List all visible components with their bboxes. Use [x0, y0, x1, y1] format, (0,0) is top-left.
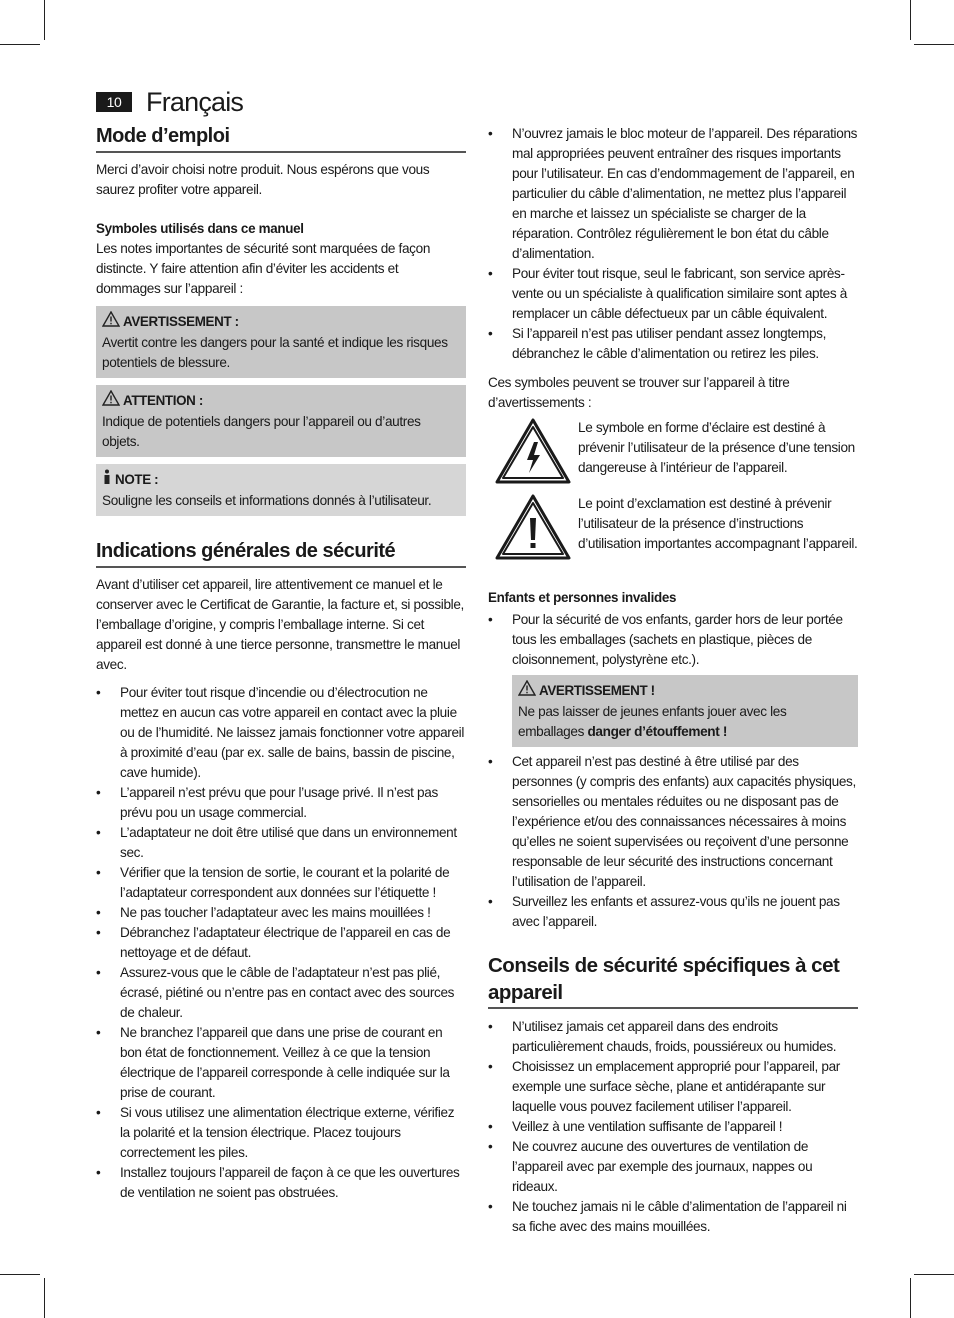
list-item: • Ne branchez l’appareil que dans une prise de courant en bon état de fonctionnement. Veillez à ce que la tension électrique de l’appareil corresponde à celle indiquée sur la prise de courant. [96, 1023, 466, 1103]
crop-mark [0, 1274, 40, 1275]
attention-text: Indique de potentiels dangers pour l’appareil ou d’autres objets. [102, 414, 421, 449]
attention-heading [102, 390, 460, 412]
list-item: • Ne pas toucher l’adaptateur avec les mains mouillées ! [96, 903, 466, 923]
lightning-symbol-row [488, 418, 858, 484]
attention-box [96, 385, 466, 457]
motor-list [488, 124, 858, 364]
list-item: • Surveillez les enfants et assurez-vous qu’ils ne jouent pas avec l’appareil. [488, 892, 858, 932]
child-warning-bold: danger d’étouffement ! [587, 724, 728, 739]
list-item: • Choisissez un emplacement approprié pour l’appareil, par exemple une surface sèche, plane et antidérapante sur laquelle vous pouvez facilement utiliser l’appareil. [488, 1057, 858, 1117]
crop-mark [914, 1274, 954, 1275]
page-number: 10 [96, 92, 132, 112]
exclamation-text: Le point d’exclamation est destiné à prévenir l’utilisateur de la présence d’instructions d’utilisation importantes accompagnant l’appareil. [578, 496, 858, 551]
safety-intro: Avant d’utiliser cet appareil, lire attentivement ce manuel et le conserver avec le Certificat de Garantie, la facture et, si possible, l’emballage d’origine, y compris l’emballage interne. Si cet appareil est donné à une tierce personne, transmettre le manuel avec. [96, 577, 464, 672]
warning-box [96, 306, 466, 378]
warning-triangle-icon [102, 311, 120, 333]
right-column [488, 124, 858, 1237]
warning-heading [102, 311, 460, 333]
children-list [488, 610, 858, 670]
crop-mark [44, 0, 45, 40]
lightning-warning-icon [488, 418, 578, 484]
list-item: • Ne touchez jamais ni le câble d’alimentation de l’appareil ni sa fiche avec des mains mouillées. [488, 1197, 858, 1237]
section-title-safety: Indications générales de sécurité [96, 537, 466, 568]
symbols-paragraph: Les notes importantes de sécurité sont marquées de façon distincte. Y faire attention afin d’éviter les accidents et dommages sur l’appareil : [96, 241, 431, 296]
attention-title: ATTENTION : [123, 393, 203, 408]
list-item: • Si l’appareil n’est pas utiliser pendant assez longtemps, débranchez le câble d’alimentation ou retirez les piles. [488, 324, 858, 364]
note-heading [102, 469, 460, 491]
child-warning-title: AVERTISSEMENT ! [539, 683, 655, 698]
warning-triangle-icon [518, 680, 536, 702]
list-item: • L’appareil n’est prévu que pour l’usage privé. Il n’est pas prévu pou un usage commercial. [96, 783, 466, 823]
list-item: • Ne couvrez aucune des ouvertures de ventilation de l’appareil avec par exemple des journaux, nappes ou rideaux. [488, 1137, 858, 1197]
intro-paragraph: Merci d’avoir choisi notre produit. Nous espérons que vous saurez profiter votre appareil. [96, 162, 430, 197]
note-text: Souligne les conseils et informations donnés à l’utilisateur. [102, 493, 432, 508]
list-item: • Si vous utilisez une alimentation électrique externe, vérifiez la polarité et la tension électrique. Placez toujours correctement les piles. [96, 1103, 466, 1163]
children-list-rest [488, 752, 858, 932]
list-item: • Vérifier que la tension de sortie, le courant et la polarité de l’adaptateur correspondent aux données sur l’étiquette ! [96, 863, 466, 903]
children-subtitle: Enfants et personnes invalides [488, 590, 677, 605]
child-warning-heading [518, 680, 852, 702]
list-item: • Débranchez l’adaptateur électrique de l’appareil en cas de nettoyage et de défaut. [96, 923, 466, 963]
symbols-intro: Ces symboles peuvent se trouver sur l’appareil à titre d’avertissements : [488, 375, 790, 410]
list-item: • Veillez à une ventilation suffisante de l’appareil ! [488, 1117, 858, 1137]
crop-mark [910, 0, 911, 40]
list-item: • Pour éviter tout risque d’incendie ou d’électrocution ne mettez en aucun cas votre appareil en contact avec la pluie ou de l’humidité. Ne laissez jamais fonctionner votre appareil à proximité d’eau (par ex. salle de bains, bassin de piscine, cave humide). [96, 683, 466, 783]
crop-mark [910, 1278, 911, 1318]
lightning-text: Le symbole en forme d’éclaire est destiné à prévenir l’utilisateur de la présence d’une tension dangereuse à l’intérieur de l’appareil. [578, 420, 855, 475]
child-warning-plain: Ne pas laisser de jeunes enfants jouer avec les emballages [518, 704, 787, 739]
exclamation-symbol-row [488, 494, 858, 560]
section-title-specific: Conseils de sécurité spécifiques à cet appareil [488, 952, 858, 1009]
list-item: • N’utilisez jamais cet appareil dans des endroits particulièrement chauds, froids, poussiéreux ou humides. [488, 1017, 858, 1057]
attention-triangle-icon [102, 390, 120, 412]
crop-mark [914, 44, 954, 45]
list-item: • Installez toujours l’appareil de façon à ce que les ouvertures de ventilation ne soient pas obstruées. [96, 1163, 466, 1203]
warning-title: AVERTISSEMENT : [123, 314, 239, 329]
note-title: NOTE : [115, 472, 159, 487]
section-title-mode: Mode d’emploi [96, 122, 466, 153]
safety-list [96, 683, 466, 1203]
language-title: Français [146, 87, 244, 117]
child-warning-text [518, 702, 852, 742]
list-item: • Assurez-vous que le câble de l’adaptateur n’est pas plié, écrasé, piétiné ou n’entre pas en contact avec des sources de chaleur. [96, 963, 466, 1023]
crop-mark [0, 44, 40, 45]
left-column [96, 122, 466, 1203]
warning-text: Avertit contre les dangers pour la santé et indique les risques potentiels de blessure. [102, 335, 448, 370]
info-icon [102, 469, 112, 491]
note-box [96, 464, 466, 516]
symbols-subtitle: Symboles utilisés dans ce manuel [96, 221, 304, 236]
crop-mark [44, 1278, 45, 1318]
exclamation-warning-icon [488, 494, 578, 560]
child-warning-box [512, 675, 858, 747]
list-item: • Pour éviter tout risque, seul le fabricant, son service après-vente ou un spécialiste à qualification similaire sont aptes à remplacer un câble défectueux par un câble équivalent. [488, 264, 858, 324]
list-item: • Cet appareil n’est pas destiné à être utilisé par des personnes (y compris des enfants) aux capacités physiques, sensorielles ou mentales réduites ou ne disposant pas de l’expérience et/ou des connaissances nécessaires à moins qu’elles ne soient supervisées ou reçoivent d’une personne responsable de leur sécurité des instructions concernant l’utilisation de l’appareil. [488, 752, 858, 892]
specific-list [488, 1017, 858, 1237]
list-item: • L’adaptateur ne doit être utilisé que dans un environnement sec. [96, 823, 466, 863]
list-item: • Pour la sécurité de vos enfants, garder hors de leur portée tous les emballages (sachets en plastique, pièces de cloisonnement, polystyrène etc.). [488, 610, 858, 670]
list-item: • N’ouvrez jamais le bloc moteur de l’appareil. Des réparations mal appropriées peuvent entraîner des risques importants pour l’utilisateur. En cas d’endommagement de l’appareil, en particulier du câble d’alimentation, ne mettez plus l’appareil en marche et laissez un spécialiste se charger de la réparation. Contrôlez régulièrement le bon état du câble d’alimentation. [488, 124, 858, 264]
